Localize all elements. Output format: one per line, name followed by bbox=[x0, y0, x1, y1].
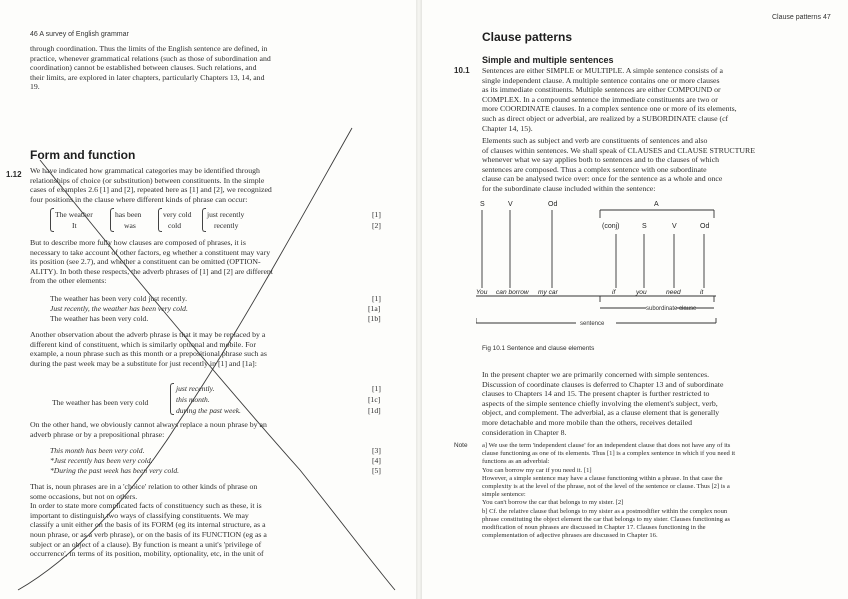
text-line: its position (see 2.7), and whether a constituent can be omitted (OPTION- bbox=[30, 257, 261, 267]
text-line: consideration in Chapter 8. bbox=[482, 427, 567, 437]
diagram-label: V bbox=[508, 201, 513, 208]
text-line: single independent clause. A multiple sentence contains one or more clauses bbox=[482, 75, 720, 85]
diagram-word: if bbox=[612, 289, 616, 296]
text-line: during the past week may be a substitute for just recently in [1] and [1a]: bbox=[30, 358, 257, 368]
chapter-title: Clause patterns bbox=[482, 30, 573, 44]
section-number: 10.1 bbox=[454, 66, 470, 75]
example-sentence: during the past week. bbox=[176, 406, 241, 415]
text-line: functions as an adverbial: bbox=[482, 458, 550, 466]
example-number: [1d] bbox=[368, 406, 381, 415]
example-number: [1] bbox=[372, 384, 381, 393]
text-line: some occasions, but not on others. bbox=[30, 491, 138, 501]
text-line: coordination) cannot be established between clauses. Such relations, and bbox=[30, 63, 257, 73]
grid-cell: just recently bbox=[207, 210, 245, 219]
text-line: subject or an object of a clause). By function is meant a unit's 'privilege of bbox=[30, 539, 262, 549]
text-line: COMPLEX. In a compound sentence the immediate constituents are two or bbox=[482, 94, 718, 104]
grid-cell: cold bbox=[168, 221, 182, 230]
diagram-label: S bbox=[642, 223, 647, 230]
text-line: more COORDINATE clauses. In a complex sentence one or more of its elements, bbox=[482, 104, 737, 114]
text-line: for the subordinate clause included within the sentence: bbox=[482, 183, 656, 193]
example-number: [4] bbox=[372, 456, 381, 465]
text-line: You can't borrow the car that belongs to my sister. [2] bbox=[482, 499, 624, 507]
text-line: whenever what we say applies both to sentences and to the clauses of which bbox=[482, 155, 720, 165]
diagram-caption: subordinate clause bbox=[646, 306, 697, 312]
grid-cell: was bbox=[124, 221, 136, 230]
diagram-label: S bbox=[480, 201, 485, 208]
grid-cell: recently bbox=[214, 221, 239, 230]
grid-cell: The weather bbox=[55, 210, 93, 219]
section-title: Form and function bbox=[30, 148, 136, 162]
text-line: In the present chapter we are primarily concerned with simple sentences. bbox=[482, 370, 710, 379]
example-number: [5] bbox=[372, 466, 381, 475]
text-line: Another observation about the adverb phrase is that it may be replaced by a bbox=[30, 330, 266, 339]
text-line: Discussion of coordinate clauses is deferred to Chapter 13 and of subordinate bbox=[482, 379, 724, 389]
example-sentence: The weather has been very cold. bbox=[50, 314, 149, 323]
text-line: modification of noun phrases are discussed in Chapter 17. Clauses functioning in the bbox=[482, 524, 706, 532]
diagram-label: V bbox=[672, 223, 677, 230]
example-number: [1] bbox=[372, 210, 381, 219]
right-paragraph-3 bbox=[482, 370, 832, 437]
example-number: [1c] bbox=[368, 395, 381, 404]
grid-cell: very cold bbox=[163, 210, 192, 219]
text-line: aspects of the simple sentence chiefly involving the element's subject, verb, bbox=[482, 398, 718, 408]
example-number: [1b] bbox=[368, 314, 381, 323]
text-line: We have indicated how grammatical categories may be identified through bbox=[30, 166, 260, 175]
example-sentence: *Just recently has been very cold. bbox=[50, 456, 153, 465]
example-sentence: This month has been very cold. bbox=[50, 446, 145, 455]
right-paragraph-1 bbox=[482, 66, 832, 133]
note-block bbox=[482, 442, 832, 540]
text-line: different kind of constituent, which is similarly optional and mobile. For bbox=[30, 339, 256, 349]
note-label: Note bbox=[454, 442, 468, 449]
text-line: clauses to Chapters 14 and 15. The present chapter is further restricted to bbox=[482, 389, 710, 399]
text-line: complexity is at the level of the phrase, not of the level of the sentence or clause. Thus [2] is a bbox=[482, 483, 730, 491]
text-line: four positions in the clause where different kinds of phrase can occur: bbox=[30, 194, 248, 204]
text-line: adverb phrase or by a prepositional phrase: bbox=[30, 429, 165, 439]
section-number: 1.12 bbox=[6, 170, 22, 179]
example-sentence: this month. bbox=[176, 395, 210, 404]
example-sentence: Just recently, the weather has been very cold. bbox=[50, 304, 188, 313]
text-line: practice, whenever grammatical relations (such as those of subordination and bbox=[30, 53, 271, 63]
diagram-label: Od bbox=[700, 223, 710, 230]
text-line: phrase constituting the object element the car that belongs to my sister. Clauses functioning as bbox=[482, 515, 731, 523]
clause-structure-diagram bbox=[476, 196, 756, 336]
example-number: [1] bbox=[372, 294, 381, 303]
text-line: b] Cf. the relative clause that belongs to my sister as a postmodifier within the complex noun bbox=[482, 507, 728, 515]
text-line: But to describe more fully how clauses are composed of phrases, it is bbox=[30, 238, 246, 247]
text-line: through coordination. Thus the limits of the English sentence are defined, in bbox=[30, 44, 268, 53]
text-line: important to distinguish two ways of classifying constituents. We may bbox=[30, 510, 249, 520]
example-sentence: just recently. bbox=[176, 384, 215, 393]
diagram-label: A bbox=[654, 201, 659, 208]
text-line: their limits, are explored in later chapters, particularly Chapters 13, 14, and bbox=[30, 72, 265, 82]
diagram-word: need bbox=[666, 289, 681, 296]
diagram-word: can borrow bbox=[496, 289, 529, 296]
text-line: example, a noun phrase such as this month or a prepositional phrase such as bbox=[30, 349, 267, 359]
right-running-header: Clause patterns 47 bbox=[772, 14, 831, 21]
text-line: cases of examples 2.6 [1] and [2], repeated here as [1] and [2], we recognized bbox=[30, 185, 272, 195]
diagram-word: You bbox=[476, 289, 488, 296]
text-line: simple sentence: bbox=[482, 491, 526, 499]
diagram-caption: sentence bbox=[580, 321, 605, 327]
text-line: clause can be analysed twice over: once for the sentence as a whole and once bbox=[482, 174, 723, 184]
text-line: However, a simple sentence may have a clause functioning within a phrase. In that case the bbox=[482, 474, 723, 482]
text-line: clause functioning as one of its elements. Thus [1] is a complex sentence in which if you need it bbox=[482, 450, 736, 458]
text-line: In order to state more complicated facts of constituency such as these, it is bbox=[30, 501, 262, 511]
diagram-word: my car bbox=[538, 289, 558, 296]
text-line: That is, noun phrases are in a 'choice' relation to other kinds of phrase on bbox=[30, 482, 258, 491]
diagram-word: you bbox=[636, 289, 647, 296]
example-sentence: The weather has been very cold just recently. bbox=[50, 294, 187, 303]
right-page bbox=[420, 0, 848, 599]
text-line: such as direct object or adverbial, are realized by a SUBORDINATE clause (cf bbox=[482, 113, 729, 123]
text-line: from the other elements: bbox=[30, 276, 107, 286]
text-line: ALITY). In both these respects, the adverb phrases of [1] and [2] are different bbox=[30, 266, 273, 276]
text-line: Chapter 14, 15). bbox=[482, 123, 533, 133]
text-line: classify a unit either on the basis of its FORM (eg its internal structure, as a bbox=[30, 520, 266, 530]
diagram-label: (conj) bbox=[602, 223, 620, 230]
subsection-title: Simple and multiple sentences bbox=[482, 55, 614, 65]
left-running-header: 46 A survey of English grammar bbox=[30, 31, 129, 38]
text-line: Elements such as subject and verb are constituents of sentences and also bbox=[482, 136, 708, 145]
grid-cell: has been bbox=[115, 210, 142, 219]
right-paragraph-2 bbox=[482, 136, 832, 194]
pen-strike-marks bbox=[0, 0, 418, 599]
figure-caption: Fig 10.1 Sentence and clause elements bbox=[482, 345, 595, 352]
grid-cell: It bbox=[72, 221, 77, 230]
text-line: Sentences are either SIMPLE or MULTIPLE. A simple sentence consists of a bbox=[482, 66, 723, 75]
text-line: a] We use the term 'independent clause' for an independent clause that does not have any of its bbox=[482, 442, 731, 449]
text-line: more detachable and more mobile than the others, receives detailed bbox=[482, 417, 692, 427]
text-line: as its immediate constituents. Multiple sentences are either COMPOUND or bbox=[482, 85, 721, 95]
text-line: necessary to take account of other factors, eg whether a constituent may vary bbox=[30, 247, 271, 257]
text-line: relationships of choice (or substitution) between constituents. In the simple bbox=[30, 175, 265, 185]
text-line: complementation of adjective phrases are discussed in Chapter 16. bbox=[482, 532, 658, 540]
text-line: occurrence', in terms of its position, mobility, optionality, etc, in the unit of bbox=[30, 549, 264, 559]
text-line: of clauses within sentences. We shall speak of CLAUSES and CLAUSE STRUCTURE bbox=[482, 145, 755, 155]
diagram-word: it bbox=[700, 289, 704, 296]
text-line: object, and complement. The adverbial, as a clause element that is generally bbox=[482, 408, 720, 418]
text-line: You can borrow my car if you need it. [1] bbox=[482, 466, 592, 474]
diagram-label: Od bbox=[548, 201, 558, 208]
example-number: [3] bbox=[372, 446, 381, 455]
text-line: sentences are composed. Thus a complex sentence with one subordinate bbox=[482, 164, 707, 174]
text-line: noun phrase, or as a verb phrase), or on the basis of its FUNCTION (eg as a bbox=[30, 529, 267, 539]
example-number: [1a] bbox=[368, 304, 381, 313]
example-number: [2] bbox=[372, 221, 381, 230]
left-page bbox=[0, 0, 418, 599]
example-stem: The weather has been very cold bbox=[52, 398, 149, 407]
example-sentence: *During the past week has been very cold. bbox=[50, 466, 180, 475]
text-line: 19. bbox=[30, 82, 40, 92]
text-line: On the other hand, we obviously cannot always replace a noun phrase by an bbox=[30, 420, 267, 429]
